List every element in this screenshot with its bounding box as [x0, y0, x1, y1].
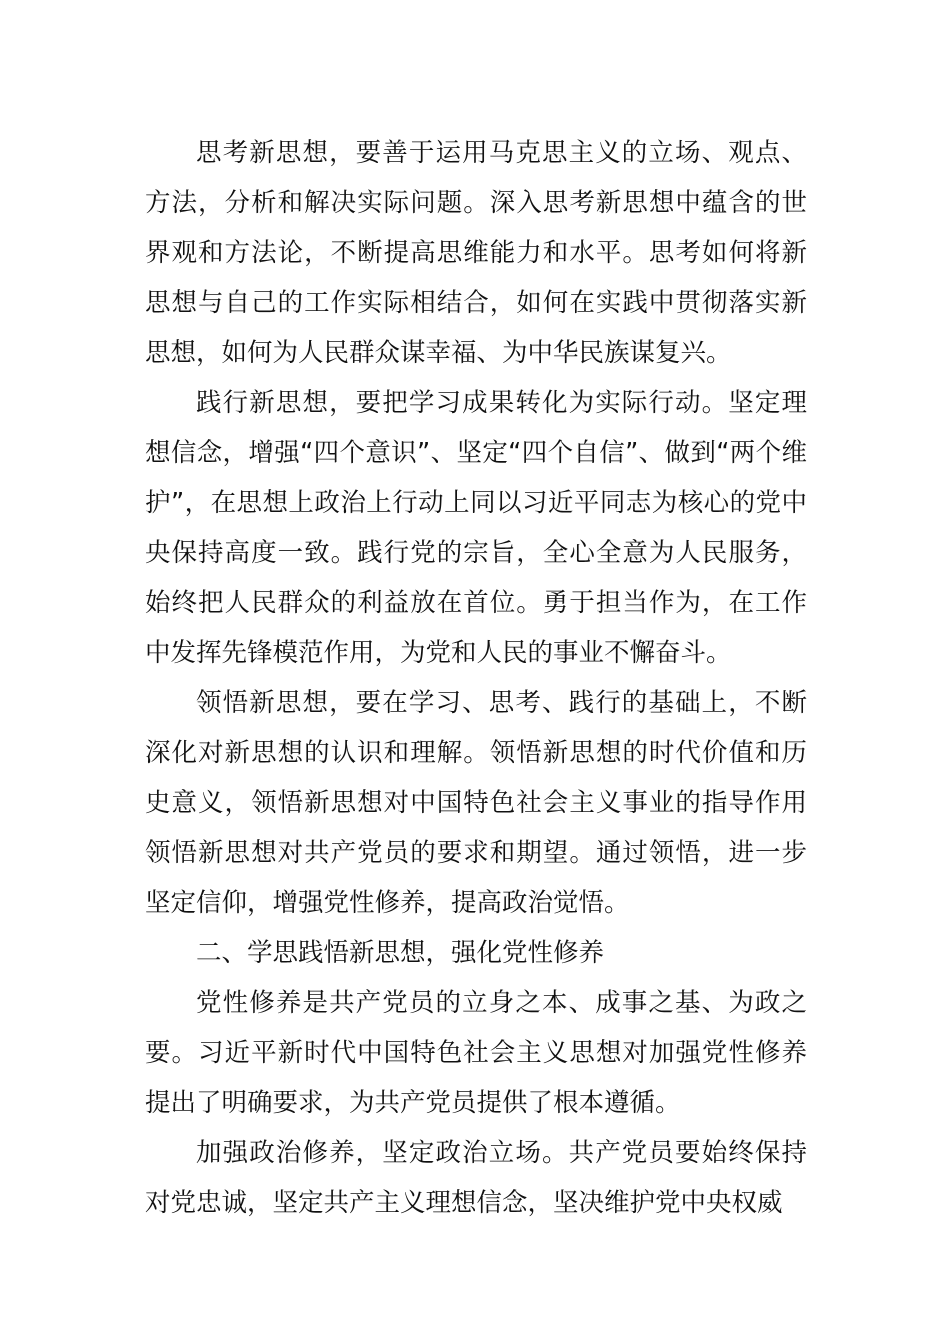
paragraph-practice: 践行新思想，要把学习成果转化为实际行动。坚定理想信念，增强“四个意识”、坚定“四个自信”、做到“两个维护”，在思想上政治上行动上同以习近平同志为核心的党中央保持高度一致。践行党的宗旨，全心全意为人民服务，始终把人民群众的利益放在首位。勇于担当作为，在工作中发挥先锋模范作用，为党和人民的事业不懈奋斗。: [145, 388, 807, 668]
paragraph-comprehension: 领悟新思想，要在学习、思考、践行的基础上，不断深化对新思想的认识和理解。领悟新思想的时代价值和历史意义，领悟新思想对中国特色社会主义事业的指导作用领悟新思想对共产党员的要求和期望。通过领悟，进一步坚定信仰，增强党性修养，提高政治觉悟。: [145, 688, 807, 918]
paragraph-party-spirit: 党性修养是共产党员的立身之本、成事之基、为政之要。习近平新时代中国特色社会主义思想对加强党性修养提出了明确要求，为共产党员提供了根本遵循。: [145, 988, 807, 1118]
section-heading: 二、学思践悟新思想，强化党性修养: [196, 938, 605, 968]
paragraph-political-cultivation: 加强政治修养，坚定政治立场。共产党员要始终保持对党忠诚，坚定共产主义理想信念，坚决维护党中央权威: [145, 1138, 807, 1218]
paragraph-thinking: 思考新思想，要善于运用马克思主义的立场、观点、方法，分析和解决实际问题。深入思考新思想中蕴含的世界观和方法论，不断提高思维能力和水平。思考如何将新思想与自己的工作实际相结合，如何在实践中贯彻落实新思想，如何为人民群众谋幸福、为中华民族谋复兴。: [145, 138, 807, 368]
document-body: [145, 128, 807, 1228]
